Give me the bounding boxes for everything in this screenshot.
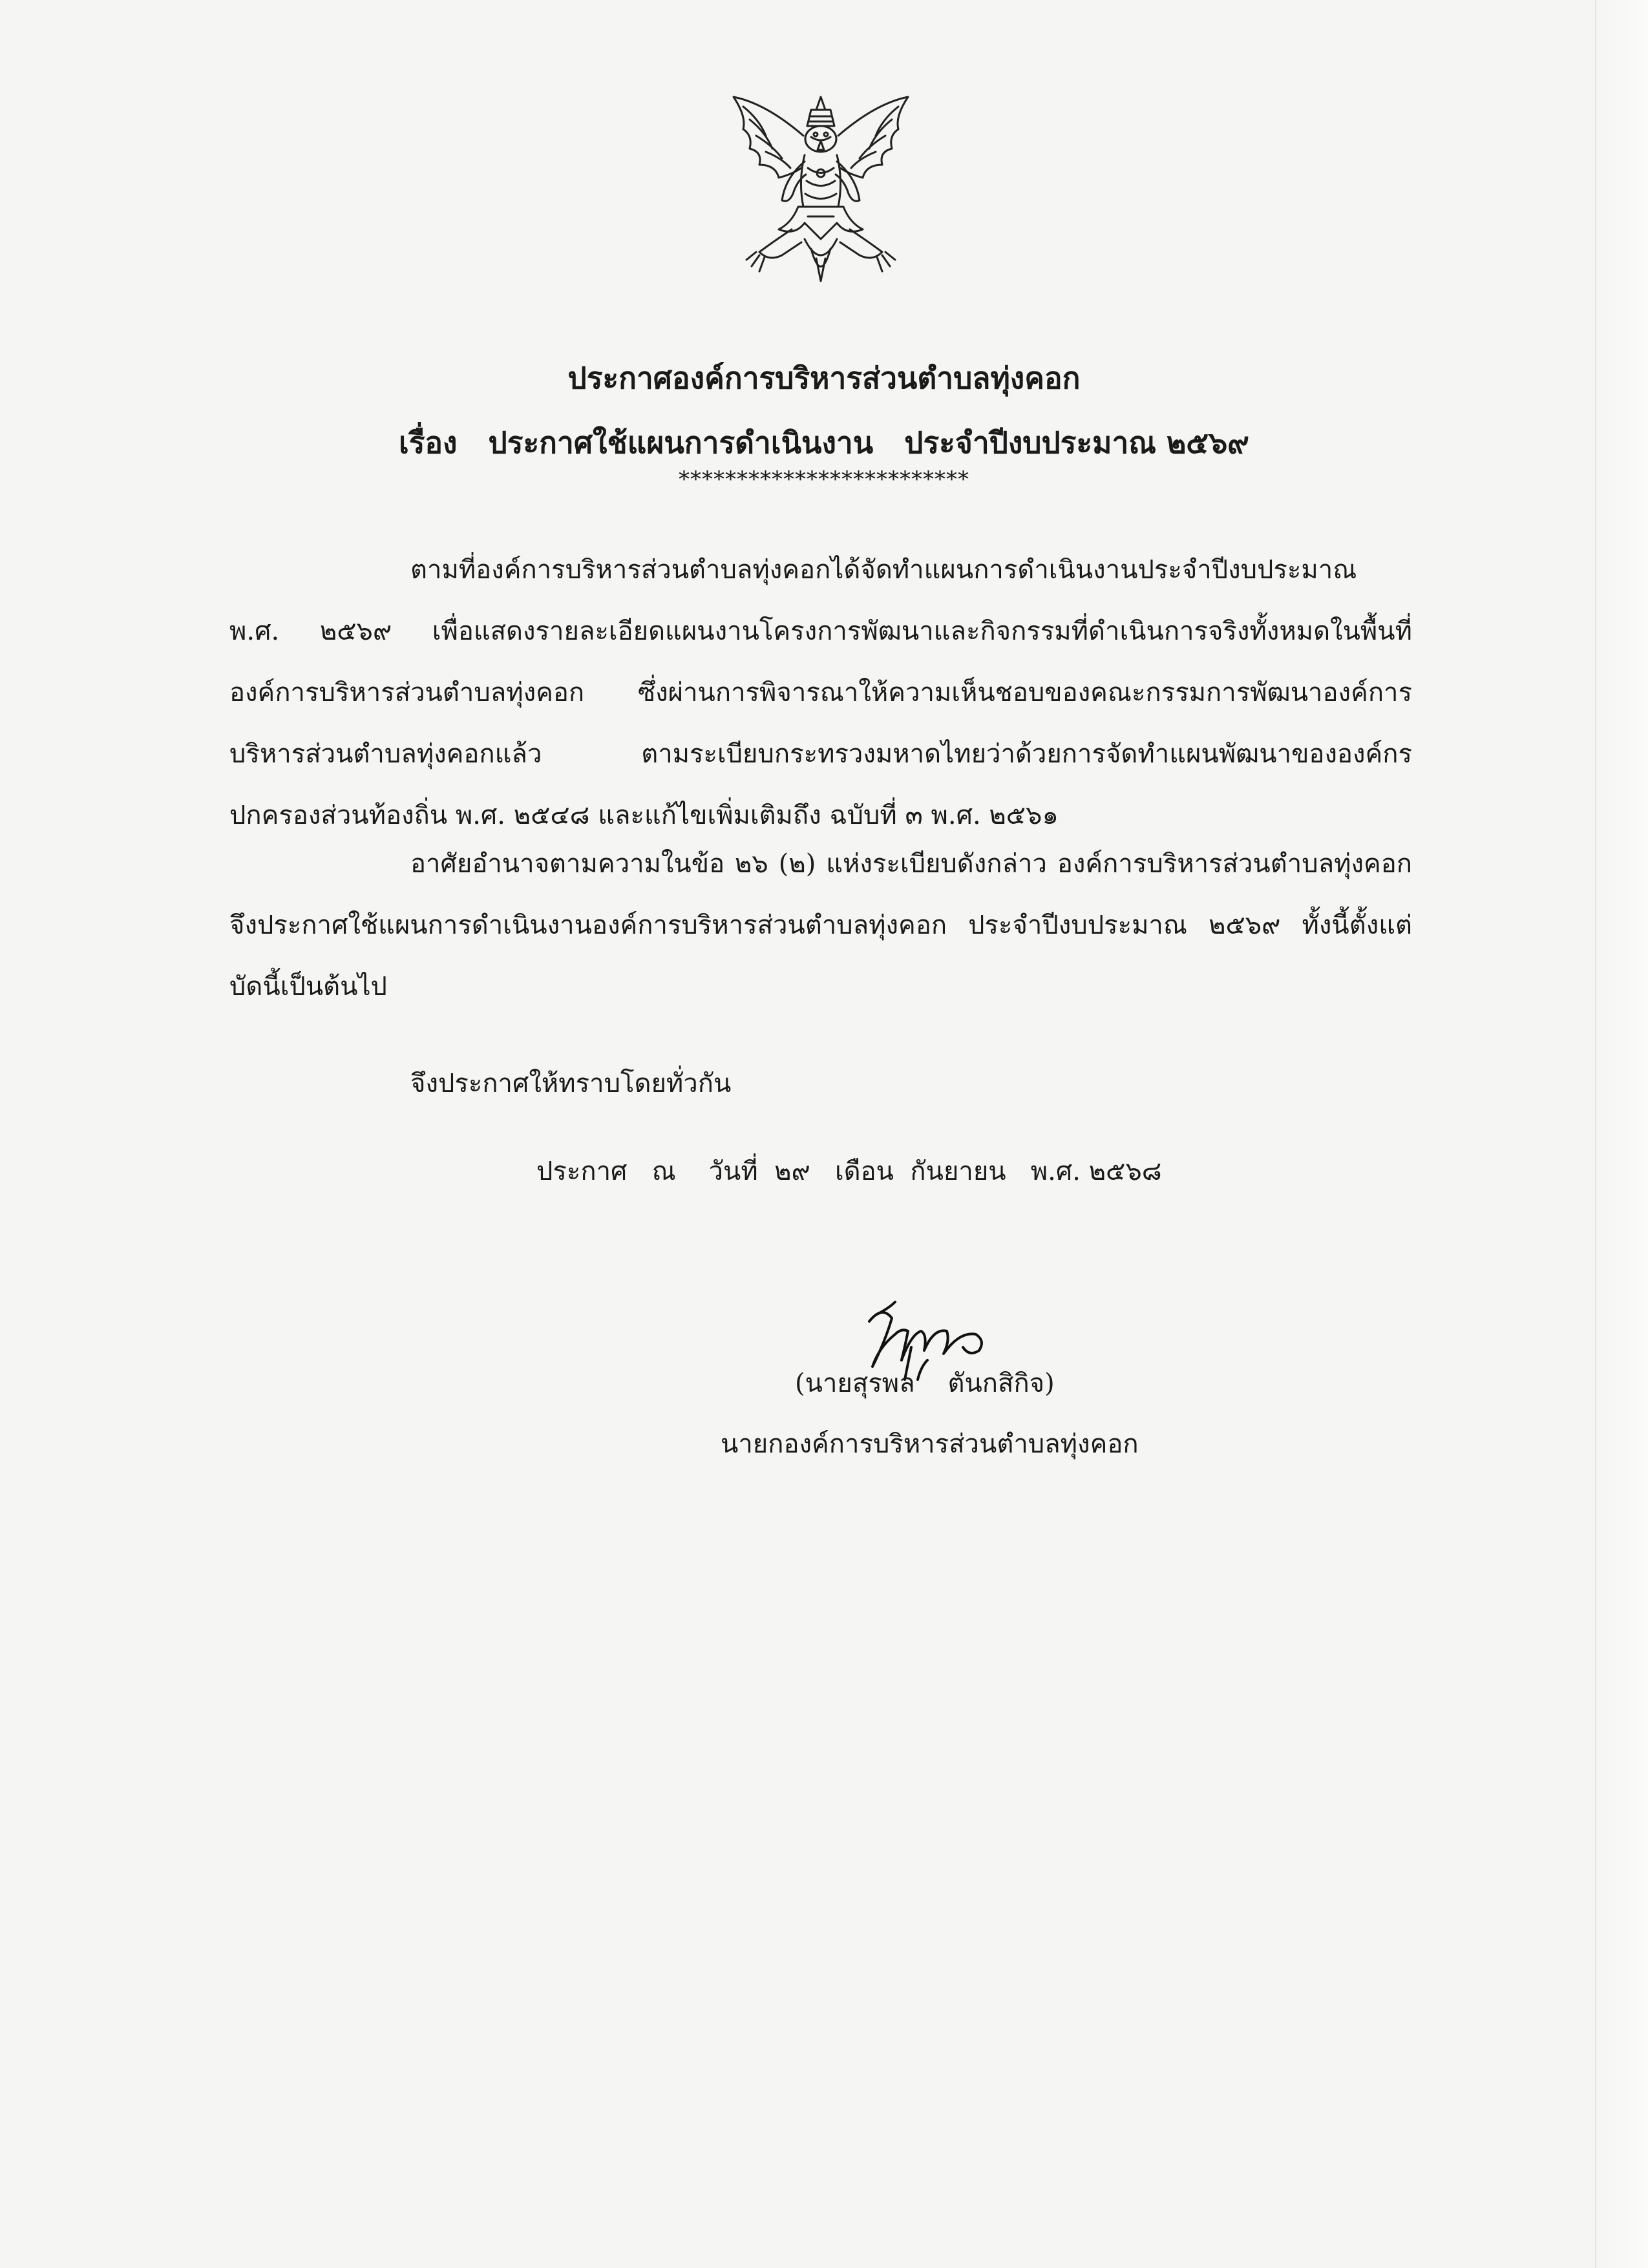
announcement-subject: เรื่อง ประกาศใช้แผนการดำเนินงาน ประจำปีงบประมาณ ๒๕๖๙ — [398, 425, 1249, 460]
scan-edge — [1595, 0, 1648, 2268]
signatory-position: นายกองค์การบริหารส่วนตำบลทุ่งคอก — [721, 1429, 1139, 1459]
paragraph-3-text: จึงประกาศให้ทราบโดยทั่วกัน — [410, 1069, 732, 1098]
garuda-emblem-icon — [721, 90, 921, 291]
signatory-name: (นายสุรพล ตันกสิกิจ) — [795, 1369, 1055, 1398]
paragraph-1-text: ตามที่องค์การบริหารส่วนตำบลทุ่งคอกได้จัดทำแผนการดำเนินงานประจำปีงบประมาณ พ.ศ. ๒๕๖๙ เพื่อแสดงรายละเอียดแผนงานโครงการพัฒนาและกิจกรรมที่ดำเนินการจริงทั้งหมดในพื้นที่องค์การบริหารส่วนตำบลทุ่งคอก ซึ่งผ่านการพิจารณาให้ความเห็นชอบของคณะกรรมการพัฒนาองค์การบริหารส่วนตำบลทุ่งคอกแล้ว ตามระเบียบกระทรวงมหาดไทยว่าด้วยการจัดทำแผนพัฒนาขององค์กรปกครองส่วนท้องถิ่น พ.ศ. ๒๕๔๘ และแก้ไขเพิ่มเติมถึง ฉบับที่ ๓ พ.ศ. ๒๕๖๑ — [229, 555, 1412, 830]
header-separator: ************************* — [679, 467, 969, 492]
paragraph-2-text: อาศัยอำนาจตามความในข้อ ๒๖ (๒) แห่งระเบียบดังกล่าว องค์การบริหารส่วนตำบลทุ่งคอก จึงประกาศใช้แผนการดำเนินงานองค์การบริหารส่วนตำบลทุ่งคอก ประจำปีงบประมาณ ๒๕๖๙ ทั้งนี้ตั้งแต่บัดนี้เป็นต้นไป — [229, 849, 1413, 1002]
announcement-title: ประกาศองค์การบริหารส่วนตำบลทุ่งคอก — [567, 361, 1081, 395]
document-header — [0, 346, 1648, 475]
paragraph-3 — [229, 1053, 1412, 1115]
paragraph-2 — [229, 834, 1412, 1018]
paragraph-1 — [229, 540, 1412, 846]
announcement-date: ประกาศ ณ วันที่ ๒๙ เดือน กันยายน พ.ศ. ๒๕๖๘ — [536, 1157, 1162, 1186]
